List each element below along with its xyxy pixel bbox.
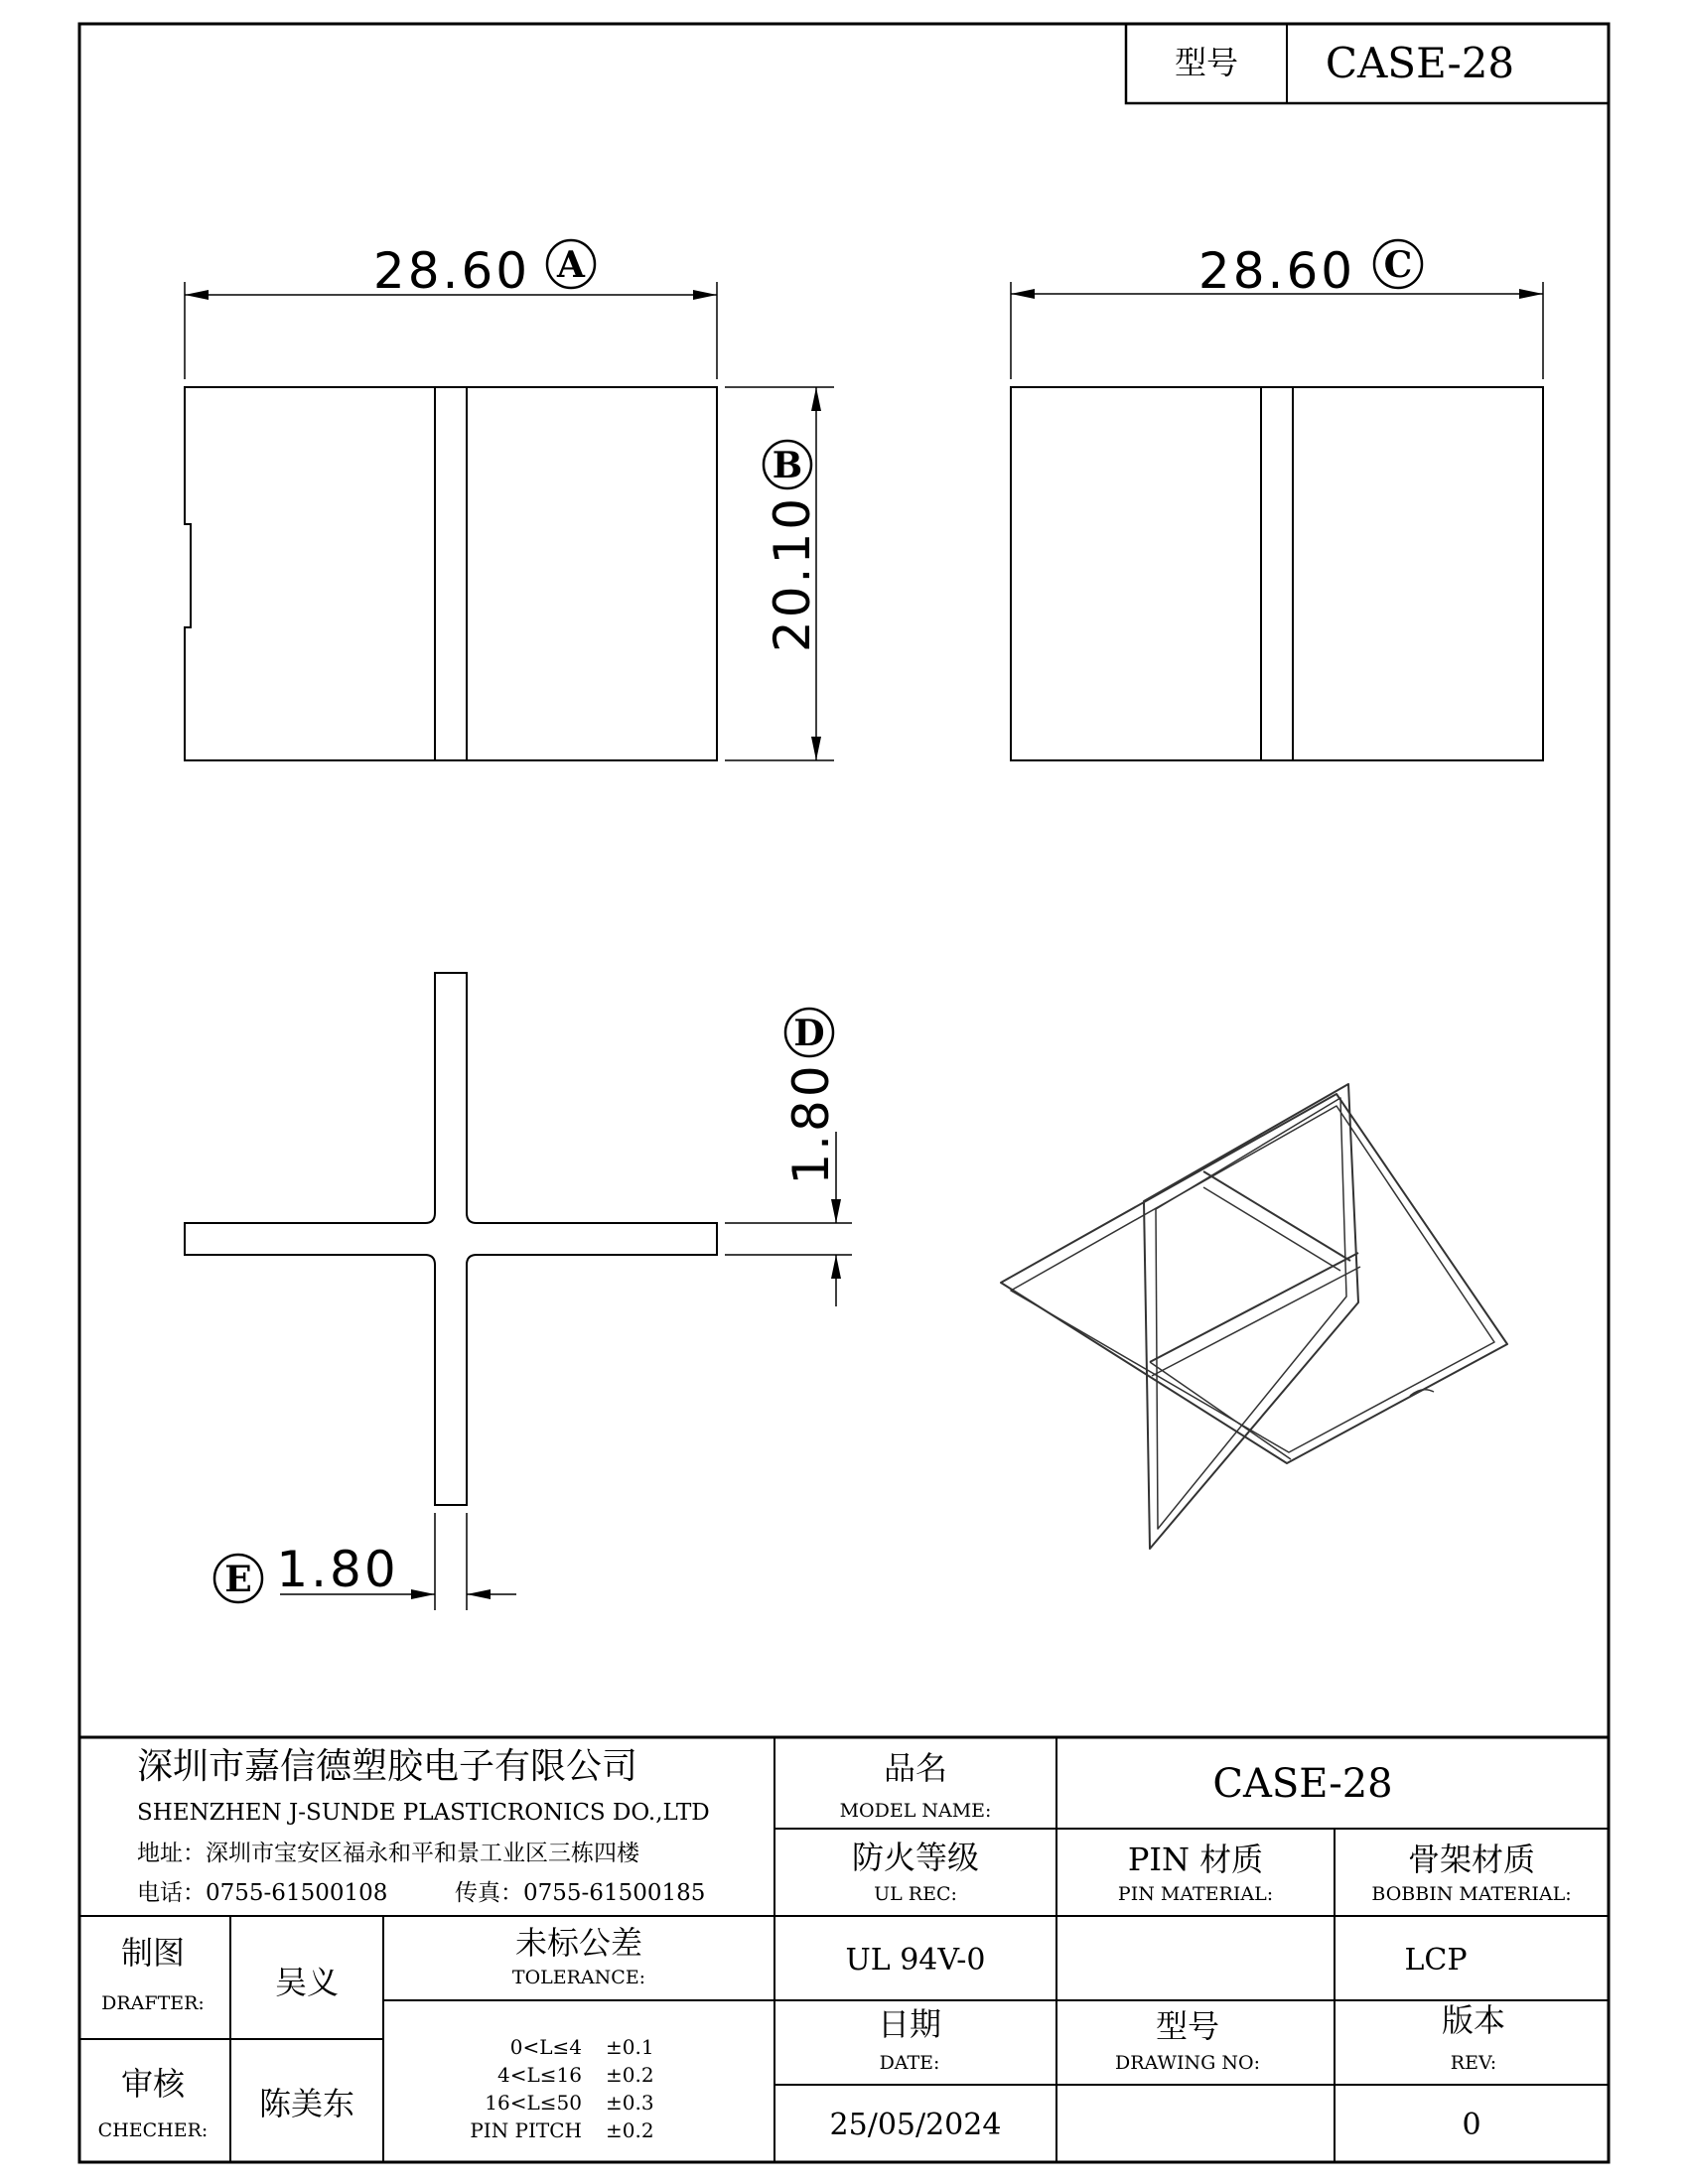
rev-label-en: REV:	[1450, 2052, 1497, 2074]
model-name-label-en: MODEL NAME:	[839, 1800, 992, 1822]
tolerance-range: 16<L≤50	[485, 2091, 582, 2115]
drafter-label-en: DRAFTER:	[101, 1992, 205, 2014]
view-a-front	[185, 387, 717, 760]
dimension-d	[725, 1009, 852, 1306]
checker-name: 陈美东	[258, 2085, 355, 2122]
drafter-label-cn: 制图	[120, 1934, 186, 1972]
tolerance-value: ±0.1	[606, 2035, 654, 2059]
company-fax: 传真：0755-61500185	[455, 1880, 706, 1906]
dimension-a	[185, 240, 717, 379]
dimension-a-value: 28.60	[372, 242, 531, 300]
view-top-cross	[185, 973, 717, 1505]
date-label-en: DATE:	[879, 2052, 940, 2074]
dimension-b-tag: B	[772, 445, 803, 486]
tolerance-range: 0<L≤4	[509, 2035, 582, 2059]
isometric-view	[1001, 1084, 1507, 1549]
tolerance-range: PIN PITCH	[470, 2118, 582, 2142]
header-model-label: 型号	[1174, 44, 1239, 81]
company-name-cn: 深圳市嘉信德塑胶电子有限公司	[137, 1746, 638, 1787]
bobbin-material-label-cn: 骨架材质	[1407, 1841, 1536, 1878]
dimension-b	[725, 387, 834, 760]
dimension-e-tag: E	[224, 1559, 252, 1600]
tolerance-range: 4<L≤16	[497, 2063, 582, 2087]
ul-rec-label-cn: 防火等级	[851, 1839, 980, 1876]
pin-material-label-en: PIN MATERIAL:	[1117, 1883, 1274, 1905]
dimension-e	[214, 1513, 516, 1610]
bobbin-material-value: LCP	[1404, 1943, 1468, 1978]
dimension-d-value: 1.80	[782, 1062, 840, 1185]
checker-label-en: CHECHER:	[97, 2119, 209, 2141]
model-name-value: CASE-28	[1212, 1761, 1393, 1807]
dimension-c-value: 28.60	[1197, 242, 1356, 300]
ul-rec-value: UL 94V-0	[845, 1943, 986, 1978]
company-address: 地址：深圳市宝安区福永和平和景工业区三栋四楼	[137, 1841, 639, 1866]
tolerance-value: ±0.2	[606, 2063, 654, 2087]
date-label-cn: 日期	[877, 2005, 942, 2043]
dimension-e-value: 1.80	[276, 1541, 399, 1598]
pin-material-label-cn: PIN 材质	[1127, 1841, 1264, 1878]
checker-label-cn: 审核	[120, 2065, 186, 2103]
tolerance-label-en: TOLERANCE:	[511, 1967, 646, 1988]
dimension-a-tag: A	[557, 244, 585, 286]
dimension-c-tag: C	[1383, 244, 1413, 286]
rev-value: 0	[1462, 2108, 1481, 2142]
view-c-side	[1011, 387, 1543, 760]
header-model-box	[1126, 24, 1609, 103]
company-name-en: SHENZHEN J-SUNDE PLASTICRONICS DO.,LTD	[137, 1800, 710, 1826]
tolerance-value: ±0.3	[606, 2091, 654, 2115]
bobbin-material-label-en: BOBBIN MATERIAL:	[1371, 1883, 1572, 1905]
ul-rec-label-en: UL REC:	[874, 1883, 957, 1905]
tolerance-table	[470, 2035, 653, 2142]
dimension-b-value: 20.10	[764, 494, 821, 653]
drawing-no-label-en: DRAWING NO:	[1115, 2052, 1260, 2074]
rev-label-cn: 版本	[1441, 2001, 1506, 2039]
model-name-label-cn: 品名	[883, 1749, 948, 1787]
tolerance-label-cn: 未标公差	[514, 1924, 643, 1962]
header-model-value: CASE-28	[1325, 39, 1515, 87]
tolerance-value: ±0.2	[606, 2118, 654, 2142]
company-phone: 电话：0755-61500108	[137, 1880, 388, 1906]
drawing-no-label-cn: 型号	[1155, 2007, 1220, 2045]
date-value: 25/05/2024	[829, 2108, 1002, 2142]
dimension-c	[1011, 240, 1543, 379]
dimension-d-tag: D	[793, 1013, 825, 1054]
drafter-name: 吴义	[274, 1964, 340, 2001]
